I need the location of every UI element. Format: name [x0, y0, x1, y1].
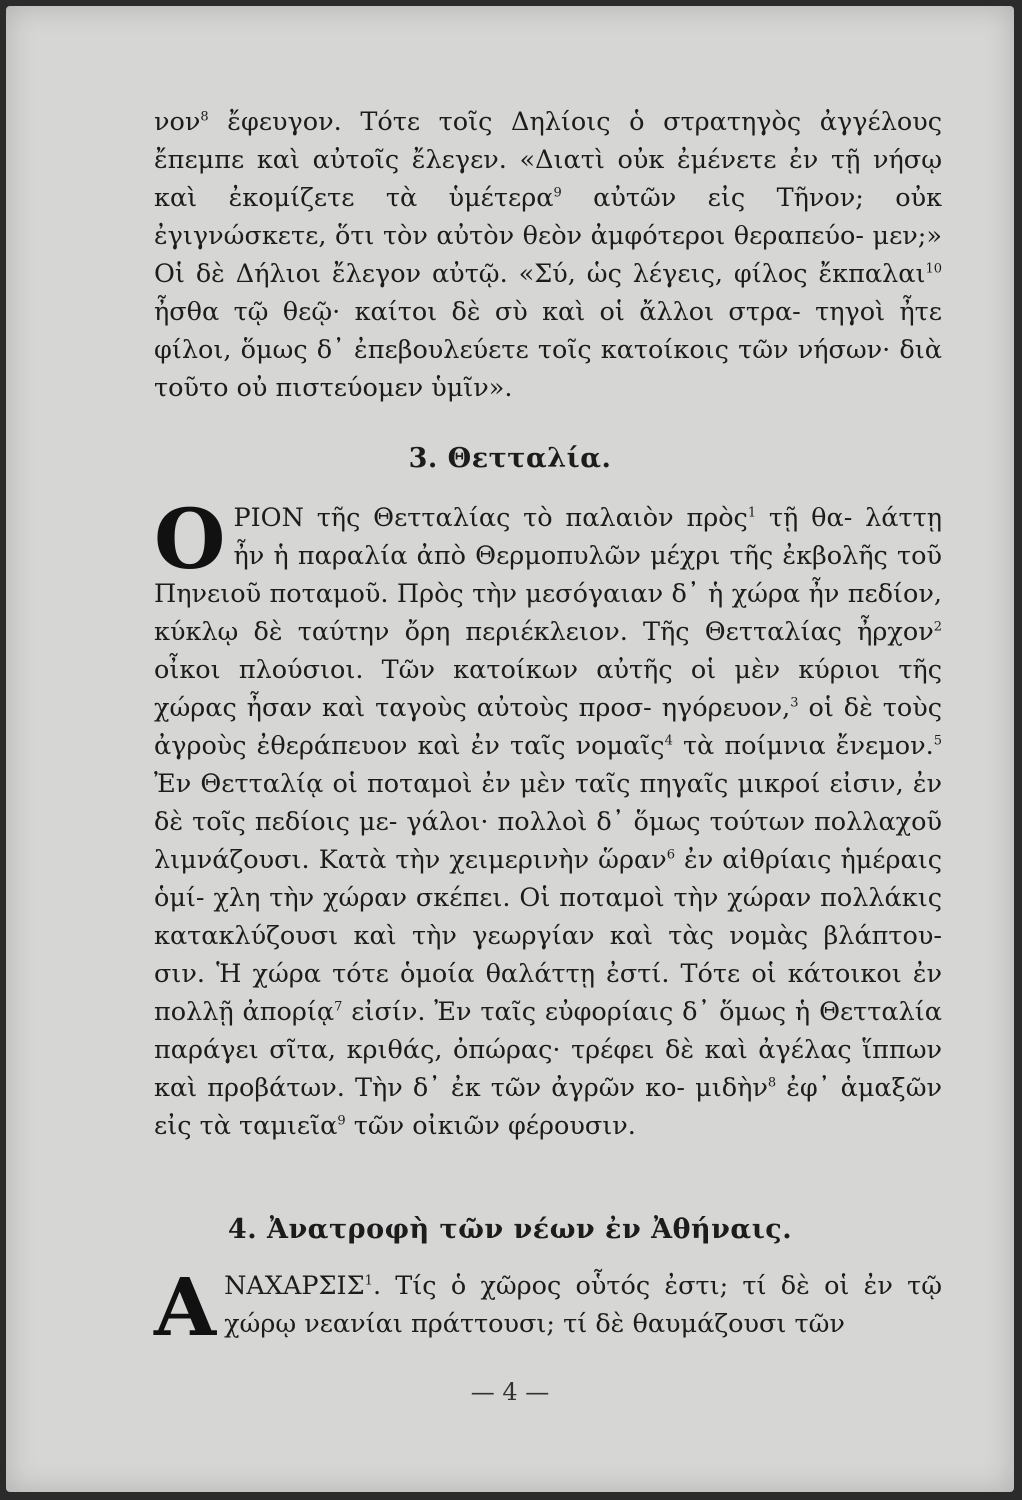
text-line: Θετταλίας ἦρχον$^2$ οἶκοι πλούσιοι. Τῶν κατοίκων αὐτῆς: [154, 617, 942, 685]
section-4-paragraph: [154, 1260, 942, 1354]
text-line: χλη τὴν χώραν σκέπει. Οἱ ποταμοὶ τὴν χώραν πολλάκις: [213, 883, 942, 913]
text-line: ἐν πολλῇ ἀπορίᾳ$^7$ εἰσίν. Ἐν ταῖς εὐφορίαις δ᾽ ὅμως ἡ: [154, 959, 942, 1027]
section-2-continuation-paragraph: [154, 103, 942, 407]
text-lines: [154, 492, 943, 1145]
text-line: ἐν μὲν ταῖς πηγαῖς μικροί εἰσιν, ἐν δὲ τοῖς πεδίοις με-: [154, 769, 943, 837]
text-line: τηγοὶ ἦτε φίλοι, ὅμως δ᾽ ἐπεβουλεύετε τοῖς κατοίκοις τῶν: [154, 297, 942, 365]
text-line: νήσῳ καὶ ἐκομίζετε τὰ ὑμέτερα$^9$ αὐτῶν εἰς Τῆνον; οὐκ: [154, 145, 943, 213]
section-3-heading: 3. Θετταλία.: [408, 443, 612, 474]
text-line: μιδὴν$^8$ ἐφ᾽ ἁμαξῶν εἰς τὰ ταμιεῖα$^9$ τῶν οἰκιῶν φέρουσιν.: [154, 1073, 942, 1141]
text-line: λάττῃ ἦν ἡ παραλία ἀπὸ Θερμοπυλῶν μέχρι τῆς: [233, 503, 942, 571]
text-line: χώρῳ νεανίαι πράττουσι; τί δὲ θαυμάζουσι τῶν: [224, 1309, 845, 1339]
text-line: κατακλύζουσι καὶ τὴν γεωργίαν καὶ τὰς νομὰς βλάπτου-: [154, 921, 942, 951]
text-line: νομαῖς$^4$ τὰ ποίμνια ἔνεμον.$^5$ Ἐν Θετταλίᾳ οἱ ποταμοὶ: [154, 731, 943, 799]
text-line: ἔπεμπε καὶ αὐτοῖς ἔλεγεν. «Διατὶ οὐκ ἐμένετε ἐν τῇ: [154, 145, 861, 175]
text-line: ἔκπαλαι$^{10}$ ἦσθα τῷ θεῷ· καίτοι δὲ σὺ καὶ οἱ ἄλλοι στρα-: [154, 259, 942, 327]
text-lines: [154, 1260, 942, 1354]
page-number: — 4 —: [470, 1378, 550, 1406]
text-line: σιν. Ἡ χώρα τότε ὁμοία θαλάττῃ ἐστί. Τότε οἱ κάτοικοι: [154, 959, 902, 989]
section-3-paragraph: [154, 492, 943, 1145]
text-line: οἱ μὲν κύριοι τῆς χώρας ἦσαν καὶ ταγοὺς αὐτοὺς προσ-: [154, 655, 942, 723]
text-line: ἐγιγνώσκετε, ὅτι τὸν αὐτὸν θεὸν ἀμφότεροι θεραπεύο-: [154, 221, 864, 251]
text-line: ΡΙΟΝ τῆς Θετταλίας τὸ παλαιὸν πρὸς$^1$ τῇ θα-: [233, 503, 853, 533]
text-line: Κατὰ τὴν χειμερινὴν ὥραν$^6$ ἐν αἰθρίαις ἡμέραις ὁμί-: [154, 845, 943, 913]
text-line: χώρα ἦν πεδίον, κύκλῳ δὲ ταύτην ὄρη περιέκλειον. Τῆς: [154, 579, 942, 647]
book-page: [6, 6, 1014, 1492]
text-line: ἀγέλας ἵππων καὶ προβάτων. Τὴν δ᾽ ἐκ τῶν ἀγρῶν κο-: [154, 1035, 942, 1103]
text-line: ΝΑΧΑΡΣΙΣ$^1$. Τίς ὁ χῶρος οὗτός ἐστι; τί δὲ οἱ ἐν τῷ: [224, 1271, 942, 1301]
text-line: ηγόρευον,$^3$ οἱ δὲ τοὺς ἀγροὺς ἐθεράπευον καὶ ἐν ταῖς: [154, 693, 942, 761]
text-line: νήσων· διὰ τοῦτο οὐ πιστεύομεν ὑμῖν».: [154, 335, 943, 403]
text-line: μεν;» Οἱ δὲ Δήλιοι ἔλεγον αὐτῷ. «Σύ, ὡς λέγεις, φίλος: [154, 221, 942, 289]
text-line: ἐκβολῆς τοῦ Πηνειοῦ ποταμοῦ. Πρὸς τὴν μεσόγαιαν δ᾽ ἡ: [154, 541, 942, 609]
text-lines: [154, 103, 942, 407]
text-line: νον$^8$ ἔφευγον. Τότε τοῖς Δηλίοις ὁ στρατηγὸς ἀγγέλους: [154, 107, 942, 137]
drop-cap-initial: Ο: [154, 492, 226, 588]
text-line: γάλοι· πολλοὶ δ᾽ ὅμως τούτων πολλαχοῦ λιμνάζουσι.: [154, 807, 942, 875]
drop-cap-initial: Α: [154, 1260, 217, 1354]
text-line: Θετταλία παράγει σῖτα, κριθάς, ὀπώρας· τρέφει δὲ καὶ: [154, 997, 942, 1065]
section-4-heading: 4. Ἀνατροφὴ τῶν νέων ἐν Ἀθήναις.: [227, 1214, 793, 1245]
